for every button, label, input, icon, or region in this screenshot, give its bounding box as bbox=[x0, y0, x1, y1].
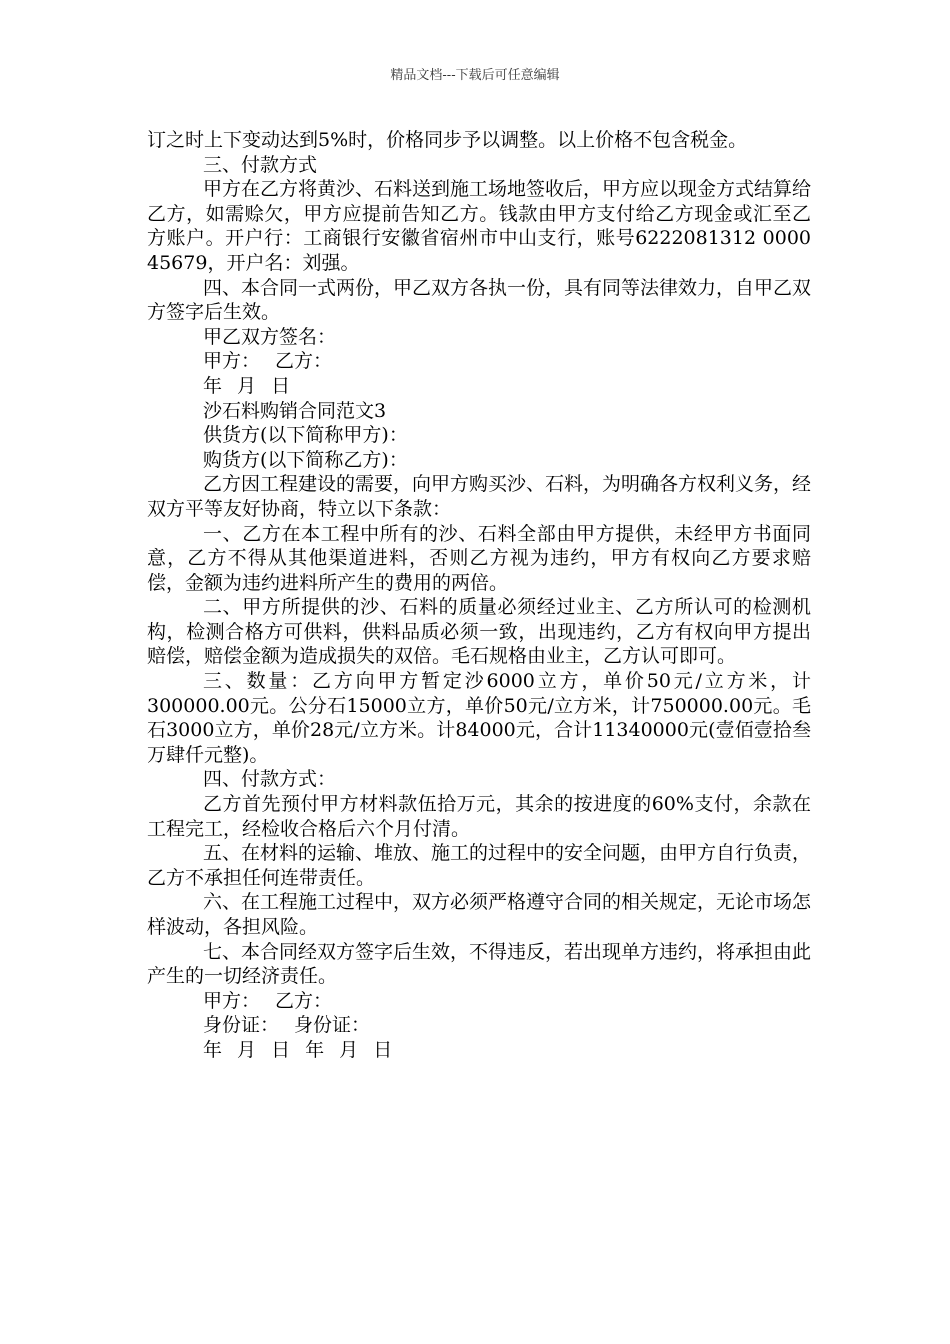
final-signature-parties: 甲方： 乙方： bbox=[203, 989, 333, 1012]
clause-1: 一、乙方在本工程中所有的沙、石料全部由甲方提供，未经甲方书面同意，乙方不得从其他渠道进料，否则乙方视为违约，甲方有权向乙方要求赔偿，金额为违约进料所产生的费用的两倍。 bbox=[147, 522, 811, 594]
buyer-line: 购货方(以下简称乙方)： bbox=[203, 448, 408, 471]
page-header: 精品文档---下载后可任意编辑 bbox=[390, 68, 560, 83]
signature-heading: 甲乙双方签名： bbox=[203, 325, 337, 348]
final-dates: 年 月 日 年 月 日 bbox=[203, 1038, 393, 1061]
signature-date: 年 月 日 bbox=[203, 374, 291, 397]
clause-4-heading: 四、付款方式： bbox=[203, 768, 337, 791]
paragraph-price-adjustment: 订之时上下变动达到5%时，价格同步予以调整。以上价格不包含税金。 bbox=[147, 129, 748, 151]
signature-parties: 甲方： 乙方： bbox=[203, 350, 333, 373]
clause-3: 三、数量：乙方向甲方暂定沙6000立方，单价50元/立方米，计300000.00元。公分石15000立方，单价50元/立方米，计750000.00元。毛石3000立方，单价28元/立方米。计84000元，合计11340000元(壹佰壹拾叁万肆仟元整)。 bbox=[147, 670, 811, 766]
clause-4-body: 乙方首先预付甲方材料款伍拾万元，其余的按进度的60%支付，余款在工程完工，经检收合格后六个月付清。 bbox=[147, 793, 811, 840]
clause-5: 五、在材料的运输、堆放、施工的过程中的安全问题，由甲方自行负责，乙方不承担任何连带责任。 bbox=[147, 842, 812, 889]
supplier-line: 供货方(以下简称甲方)： bbox=[203, 424, 408, 447]
clause-6: 六、在工程施工过程中，双方必须严格遵守合同的相关规定，无论市场怎样波动，各担风险。 bbox=[147, 891, 812, 938]
heading-payment-method: 三、付款方式 bbox=[203, 153, 318, 176]
document-body bbox=[147, 128, 811, 1063]
contract-title: 沙石料购销合同范文3 bbox=[203, 399, 387, 422]
clause-7: 七、本合同经双方签字后生效，不得违反，若出现单方违约，将承担由此产生的一切经济责任。 bbox=[147, 940, 812, 988]
clause-2: 二、甲方所提供的沙、石料的质量必须经过业主、乙方所认可的检测机构，检测合格方可供料，供料品质必须一致，出现违约，乙方有权向甲方提出赔偿，赔偿金额为造成损失的双倍。毛石规格由业主，乙方认可即可。 bbox=[147, 596, 811, 668]
paragraph-payment-details: 甲方在乙方将黄沙、石料送到施工场地签收后，甲方应以现金方式结算给乙方，如需赊欠，甲方应提前告知乙方。钱款由甲方支付给乙方现金或汇至乙方账户。开户行：工商银行安徽省宿州市中山支行，账号6222081312 0000 45679，开户名：刘强。 bbox=[147, 178, 812, 274]
paragraph-copies: 四、本合同一式两份，甲乙双方各执一份，具有同等法律效力，自甲乙双方签字后生效。 bbox=[147, 276, 812, 324]
paragraph-preamble: 乙方因工程建设的需要，向甲方购买沙、石料，为明确各方权利义务，经双方平等友好协商，特立以下条款： bbox=[147, 473, 812, 520]
final-id-cards: 身份证： 身份证： bbox=[203, 1014, 371, 1037]
